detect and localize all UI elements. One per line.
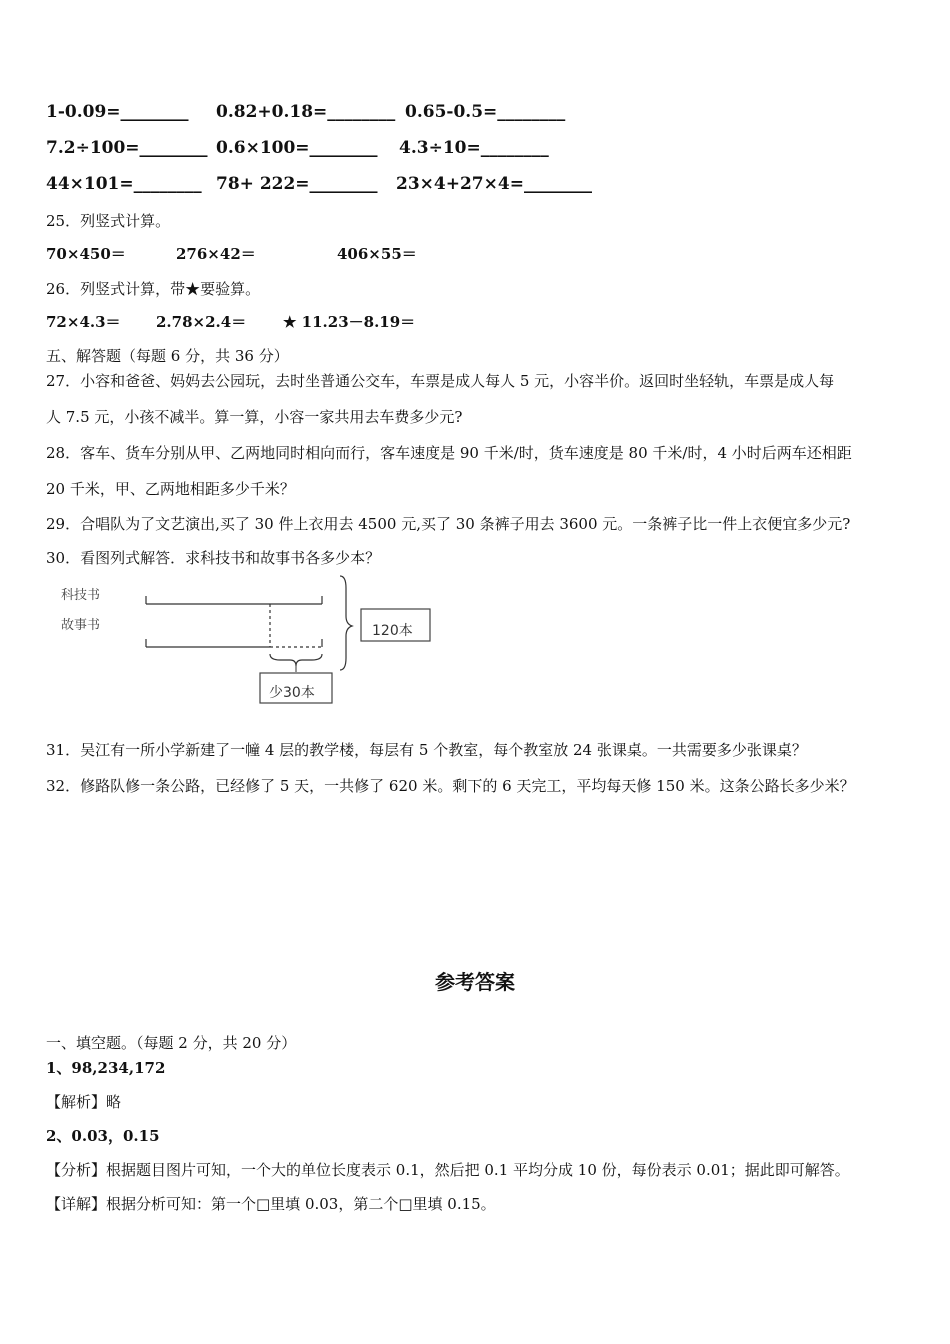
calc-item: 0.65-0.5=________ <box>405 102 566 122</box>
answers-title: 参考答案 <box>435 970 515 994</box>
section-5-heading: 五、解答题（每题 6 分，共 36 分） <box>46 347 289 365</box>
question-27-line2: 人 7.5 元，小孩不减半。算一算，小容一家共用去车费多少元? <box>46 408 463 426</box>
question-28-line2: 20 千米，甲、乙两地相距多少千米？ <box>46 480 295 498</box>
calc-item: 1-0.09=________ <box>46 102 189 122</box>
question-30: 30．看图列式解答．求科技书和故事书各多少本？ <box>46 549 381 567</box>
q26-item: ★ 11.23－8.19＝ <box>283 313 416 331</box>
answer-2-xiangjie: 【详解】根据分析可知：第一个□里填 0.03，第二个□里填 0.15。 <box>46 1195 496 1213</box>
difference-box-label: 少30本 <box>269 685 315 701</box>
question-29: 29．合唱队为了文艺演出,买了 30 件上衣用去 4500 元,买了 30 条裤子用去 3600 元。一条裤子比一件上衣便宜多少元? <box>46 515 851 533</box>
science-book-segment <box>146 596 322 604</box>
question-25-label: 25．列竖式计算。 <box>46 212 171 230</box>
q26-item: 72×4.3＝ <box>46 313 121 331</box>
total-brace <box>340 576 352 670</box>
calc-item: 44×101=________ <box>46 174 202 194</box>
calc-item: 0.82+0.18=________ <box>216 102 396 122</box>
question-32: 32．修路队修一条公路，已经修了 5 天，一共修了 620 米。剩下的 6 天完工，平均每天修 150 米。这条公路长多少米？ <box>46 777 855 795</box>
difference-brace <box>270 654 322 666</box>
answer-1: 1、98,234,172 <box>46 1059 166 1077</box>
calc-item: 23×4+27×4=________ <box>396 174 592 194</box>
label-story-books: 故事书 <box>61 618 101 633</box>
answer-2-fenxi: 【分析】根据题目图片可知，一个大的单位长度表示 0.1，然后把 0.1 平均分成 10 份，每份表示 0.01；据此即可解答。 <box>46 1161 850 1179</box>
calc-item: 7.2÷100=________ <box>46 138 208 158</box>
total-box-label: 120本 <box>372 623 413 639</box>
label-science-books: 科技书 <box>61 588 101 603</box>
q26-item: 2.78×2.4＝ <box>156 313 247 331</box>
answer-2: 2、0.03，0.15 <box>46 1127 160 1145</box>
question-26-label: 26．列竖式计算，带★要验算。 <box>46 280 261 298</box>
question-28-line1: 28．客车、货车分别从甲、乙两地同时相向而行，客车速度是 90 千米/时，货车速度是 80 千米/时，4 小时后两车还相距 <box>46 444 852 462</box>
story-book-segment <box>146 604 322 647</box>
answer-1-analysis: 【解析】略 <box>46 1093 122 1111</box>
question-31: 31．吴江有一所小学新建了一幢 4 层的教学楼，每层有 5 个教室，每个教室放 24 张课桌。一共需要多少张课桌？ <box>46 741 807 759</box>
q25-item: 276×42＝ <box>176 245 256 263</box>
q25-item: 406×55＝ <box>337 245 417 263</box>
calc-item: 4.3÷10=________ <box>399 138 549 158</box>
calc-item: 0.6×100=________ <box>216 138 378 158</box>
q25-item: 70×450＝ <box>46 245 126 263</box>
calc-item: 78+ 222=________ <box>216 174 378 194</box>
question-27-line1: 27．小容和爸爸、妈妈去公园玩，去时坐普通公交车，车票是成人每人 5 元，小容半价。返回时坐轻轨，车票是成人每 <box>46 372 835 390</box>
answers-section-1: 一、填空题。（每题 2 分，共 20 分） <box>46 1034 297 1052</box>
